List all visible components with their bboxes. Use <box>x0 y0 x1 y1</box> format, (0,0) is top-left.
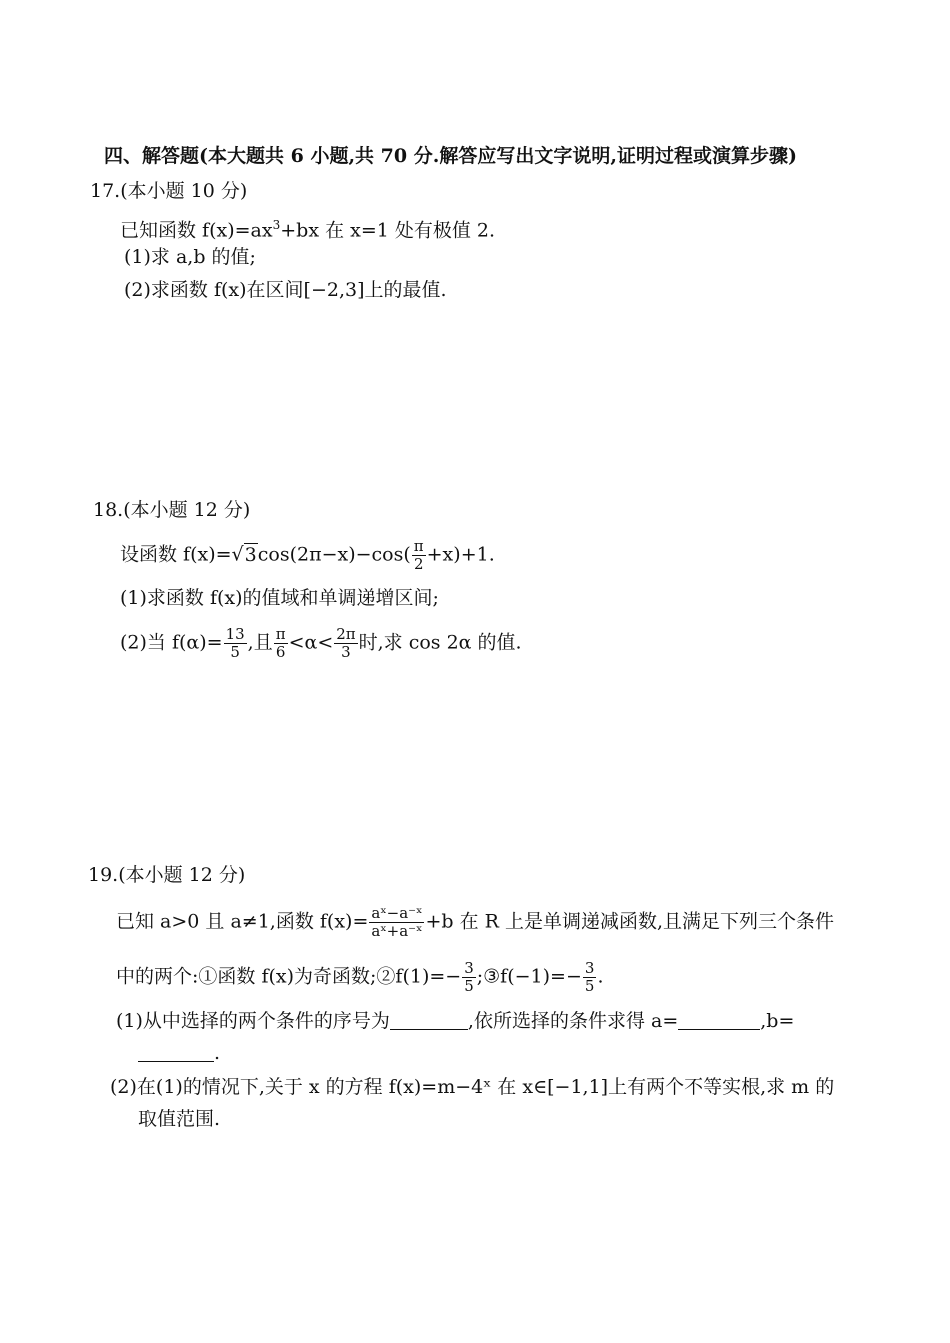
q18-frac2-den: 5 <box>230 643 240 661</box>
q18-frac1-num: π <box>413 537 424 555</box>
q19-number: 19. <box>88 864 119 886</box>
q18-frac3-num: π <box>275 625 286 643</box>
q19-conditions <box>116 960 603 995</box>
q18-frac4-num: 2π <box>336 625 356 643</box>
q17-points: (本小题 10 分) <box>120 180 248 202</box>
q18-number: 18. <box>93 499 124 521</box>
q19-cond-frac1-den: 5 <box>464 977 474 995</box>
q18-stem: 设函数 f(x)=√3cos(2π−x)−cos( $\frac{\pi}{2}$ +x)+1. <box>120 537 495 573</box>
q19-cond-mid: ;③f(−1)=− <box>476 965 582 988</box>
q19-frac-den: aˣ+a⁻ˣ <box>371 922 423 940</box>
q19-blank-a-value[interactable] <box>678 1029 760 1030</box>
q19-cond-frac2-den: 5 <box>584 977 595 995</box>
q18-part2-prefix: (2)当 f(α)= <box>120 631 223 654</box>
q18-part2-end: 时,求 cos 2α 的值. <box>358 631 522 654</box>
q19-cond-frac2 <box>583 960 597 995</box>
q19-stem <box>116 905 834 940</box>
q18-frac-pi-over-6 <box>274 626 288 661</box>
q17-stem <box>120 212 495 243</box>
q19-part1-text-b: ,依所选择的条件求得 a= <box>467 1010 679 1032</box>
q18-part2-mid1: ,且 <box>247 631 273 654</box>
q19-cond-end: . <box>597 965 604 988</box>
q19-cond-frac2-num: 3 <box>584 959 595 977</box>
q18-frac3-den: 6 <box>275 643 286 661</box>
q19-cond-prefix: 中的两个:①函数 f(x)为奇函数;②f(1)=− <box>116 965 462 988</box>
q18-frac1-den: 2 <box>413 555 424 573</box>
q18-part2 <box>120 626 522 661</box>
q17-part2: (2)求函数 f(x)在区间[−2,3]上的最值. <box>124 279 447 301</box>
q17-part1: (1)求 a,b 的值; <box>124 246 256 268</box>
q18-frac4-den: 3 <box>341 643 351 661</box>
q19-part2-line1: (2)在(1)的情况下,关于 x 的方程 f(x)=m−4ˣ 在 x∈[−1,1]上有两个不等实根,求 m 的 <box>110 1076 835 1098</box>
q19-part1 <box>116 1008 794 1034</box>
q18-frac2-num: 13 <box>225 625 245 643</box>
q18-stem-end: +x)+1. <box>426 543 495 566</box>
q19-part2-line2: 取值范围. <box>138 1108 221 1130</box>
q19-heading <box>88 862 245 888</box>
q18-frac-2pi-over-3 <box>334 626 357 661</box>
q19-stem-prefix: 已知 a>0 且 a≠1,函数 f(x)= <box>116 910 369 933</box>
q19-stem-rest: +b 在 R 上是单调递减函数,且满足下列三个条件 <box>425 910 835 933</box>
q19-part1-continued <box>138 1040 220 1066</box>
q17-number: 17. <box>90 180 121 202</box>
q19-part1-text-c: ,b= <box>760 1010 795 1032</box>
q18-sqrt-value: 3 <box>244 543 257 566</box>
q18-part2-mid2: <α< <box>288 631 334 654</box>
q19-main-fraction <box>369 905 424 940</box>
q18-frac-13-over-5 <box>224 626 247 661</box>
q17-stem-prefix: 已知函数 <box>120 219 203 242</box>
section-header: 四、解答题(本大题共 6 小题,共 70 分.解答应写出文字说明,证明过程或演算步骤) <box>104 145 797 167</box>
q18-frac-pi-over-2 <box>412 538 426 573</box>
q18-stem-prefix: 设函数 f(x)= <box>120 543 232 566</box>
q17-heading <box>90 178 247 204</box>
q19-part1-text-a: (1)从中选择的两个条件的序号为 <box>116 1010 390 1032</box>
q19-points: (本小题 12 分) <box>118 864 246 886</box>
q17-stem-exp: 3 <box>272 218 281 232</box>
q19-cond-frac1 <box>462 960 476 995</box>
q19-frac-num: aˣ−a⁻ˣ <box>371 904 423 922</box>
q19-blank-condition-numbers[interactable] <box>390 1029 468 1030</box>
q17-stem-func: f(x)=ax <box>202 219 273 242</box>
q18-stem-mid: cos(2π−x)−cos( <box>257 543 411 566</box>
q17-stem-rest: +bx 在 x=1 处有极值 2. <box>280 219 496 242</box>
q18-heading <box>93 497 250 523</box>
q19-blank-b-value[interactable] <box>138 1061 214 1062</box>
q18-part1: (1)求函数 f(x)的值域和单调递增区间; <box>120 587 439 609</box>
q19-part1-end: . <box>214 1042 221 1064</box>
q19-cond-frac1-num: 3 <box>464 959 474 977</box>
q18-points: (本小题 12 分) <box>123 499 251 521</box>
